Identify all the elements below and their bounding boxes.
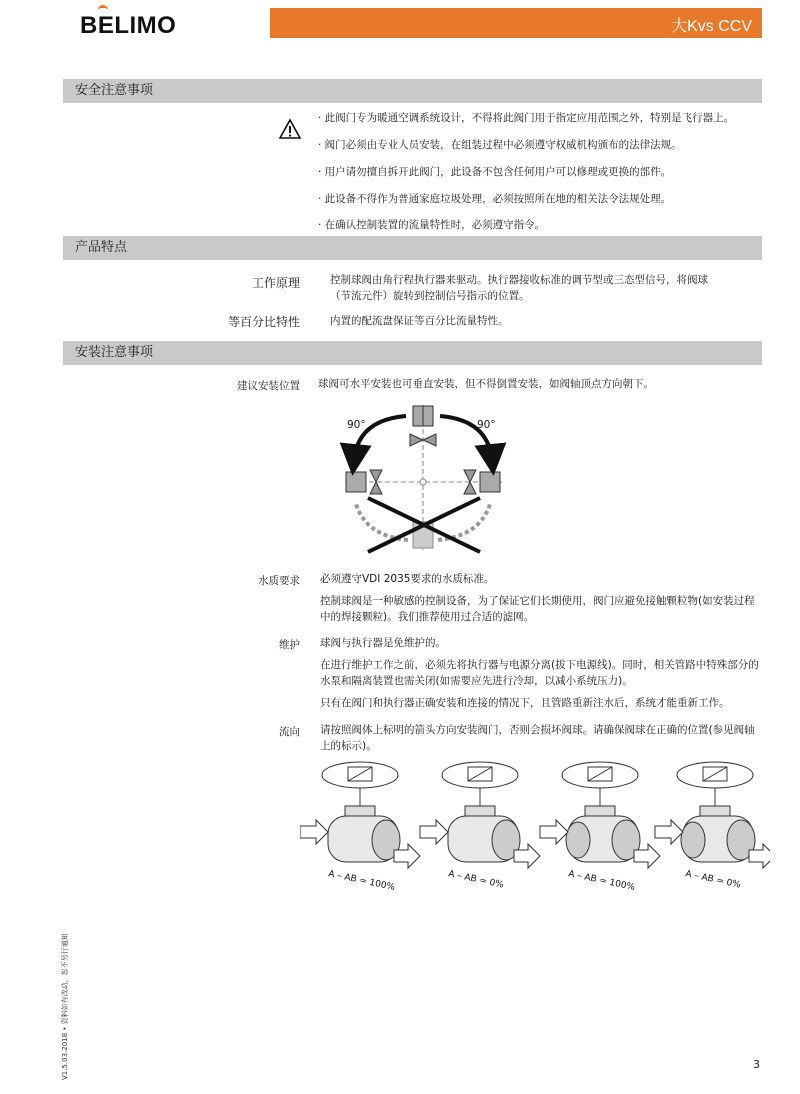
install-position-text: 球阀可水平安装也可垂直安装，但不得倒置安装，如阀轴顶点方向朝下。 [318,378,654,390]
valve-caption: A – AB = 0% [447,869,505,891]
safety-item: · 用户请勿擅自拆开此阀门，此设备不包含任何用户可以修理或更换的部件。 [318,166,672,178]
flow-direction-label: 流向 [279,726,300,738]
maint-text-2: 在进行维护工作之前，必须先将执行器与电源分离(拔下电源线)。同时，相关管路中特殊部分的水泵和隔离装置也需关闭(如需要应先进行冷却，以减小系统压力)。 [320,659,759,687]
page-title: 大Kvs CCV [671,18,752,35]
working-text-line: 控制球阀由角行程执行器来驱动。执行器接收标准的调节型或三态型信号，将阀球 [330,274,708,286]
valve-illustrations [300,760,770,914]
section-safety-heading: 安全注意事项 [75,83,154,98]
safety-item: · 此设备不得作为普通家庭垃圾处理，必须按照所在地的相关法令法规处理。 [318,193,672,205]
warning-icon [278,118,302,144]
belimo-logo: BELIMO [80,12,177,39]
logo-mark [98,5,108,14]
valve-drawing [540,762,660,868]
water-text-2: 控制球阀是一种敏感的控制设备，为了保证它们长期使用，阀门应避免接触颗粒物(如安装过程中的焊接颗粒)。我们推荐使用过合适的滤网。 [320,595,755,623]
water-text-1: 必须遵守VDI 2035要求的水质标准。 [320,573,495,585]
valve-caption: A – AB = 100% [327,869,396,894]
maintenance-text [320,635,762,711]
water-quality-text [320,571,762,625]
section-features-heading: 产品特点 [75,240,128,255]
section-safety [63,79,762,103]
section-features [63,236,762,260]
maint-text-1: 球阀与执行器是免维护的。 [320,637,446,649]
valve-caption: A – AB = 100% [567,869,636,894]
header-bar [270,8,762,38]
equal-percentage-label: 等百分比特性 [227,315,300,329]
angle-left: 90° [347,419,366,431]
section-installation-heading: 安装注意事项 [75,345,154,360]
install-position-label: 建议安装位置 [237,380,300,392]
valve-drawing [655,762,770,868]
working-text-line: （节流元件）旋转到控制信号指示的位置。 [330,290,530,302]
maintenance-label: 维护 [279,639,300,651]
page-number: 3 [753,1058,760,1071]
flow-direction-text: 请按照阀体上标明的箭头方向安装阀门，否则会损坏阀球。请确保阀球在正确的位置(参见阀轴上的标示)。 [320,724,755,752]
working-principle-label: 工作原理 [251,276,300,290]
equal-percentage-text: 内置的配流盘保证等百分比流量特性。 [330,315,509,327]
safety-item: · 在确认控制装置的流量特性时，必须遵守指令。 [318,219,546,231]
side-note: V1.5.03.2018 • 资料如有改动，恕不另行通知 [61,933,69,1080]
safety-item: · 此阀门专为暖通空调系统设计，不得将此阀门用于指定应用范围之外，特别是飞行器上。 [318,112,735,124]
water-quality-label: 水质要求 [258,575,300,587]
section-installation [63,341,762,365]
valve-caption: A – AB = 0% [684,869,742,891]
maint-text-3: 只有在阀门和执行器正确安装和连接的情况下，且管路重新注水后，系统才能重新工作。 [320,697,730,709]
working-principle-text [330,272,760,304]
angle-right: 90° [477,419,496,431]
valve-drawing [420,762,540,868]
safety-item: · 阀门必须由专业人员安装，在组装过程中必须遵守权威机构颁布的法律法规。 [318,139,682,151]
valve-drawing [300,762,420,868]
